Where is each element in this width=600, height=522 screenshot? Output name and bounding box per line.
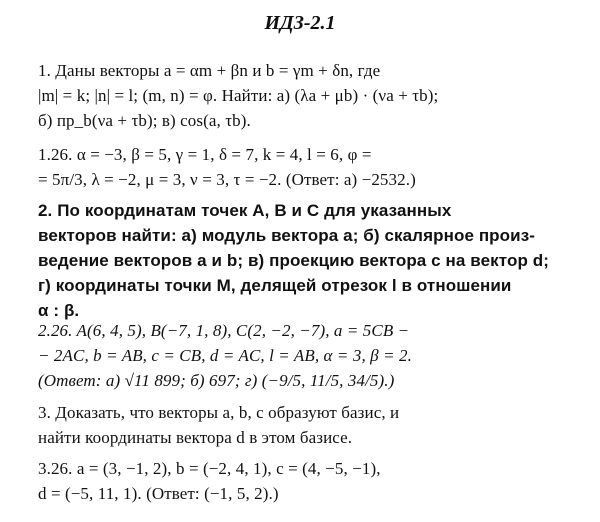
problem-2-line-5: α : β. (38, 301, 80, 320)
problem-2-26 (38, 318, 578, 393)
problem-3-26 (38, 456, 578, 506)
problem-1 (38, 58, 578, 133)
problem-3-line-2: найти координаты вектора d в этом базисе. (38, 428, 353, 447)
problem-3-line-1: 3. Доказать, что векторы a, b, c образуют базис, и (38, 403, 400, 422)
problem-1-line-2: |m| = k; |n| = l; (m, n) = φ. Найти: а) (λa + μb) · (νa + τb); (38, 86, 439, 105)
problem-2-line-2: векторов найти: а) модуль вектора a; б) скалярное произ- (38, 226, 536, 245)
problem-2 (38, 198, 578, 323)
problem-2-line-4: г) координаты точки M, делящей отрезок l в отношении (38, 276, 512, 295)
problem-2-26-line-1: 2.26. A(6, 4, 5), B(−7, 1, 8), C(2, −2, −7), a = 5CB − (38, 321, 410, 340)
document-title: ИДЗ-2.1 (264, 12, 336, 34)
problem-1-line-1: 1. Даны векторы a = αm + βn и b = γm + δn, где (38, 61, 381, 80)
problem-2-line-1: 2. По координатам точек A, B и C для указанных (38, 201, 452, 220)
problem-3 (38, 400, 578, 450)
problem-1-26 (38, 142, 578, 192)
problem-2-line-3: ведение векторов a и b; в) проекцию вектора c на вектор d; (38, 251, 550, 270)
problem-3-26-line-1: 3.26. a = (3, −1, 2), b = (−2, 4, 1), c = (4, −5, −1), (38, 459, 381, 478)
problem-1-line-3: б) пр_b(νa + τb); в) cos(a, τb). (38, 111, 251, 130)
problem-2-26-line-2: − 2AC, b = AB, c = CB, d = AC, l = AB, α = 3, β = 2. (38, 346, 412, 365)
problem-1-26-line-1: 1.26. α = −3, β = 5, γ = 1, δ = 7, k = 4, l = 6, φ = (38, 145, 372, 164)
problem-2-26-line-3: (Ответ: а) √11 899; б) 697; г) (−9/5, 11/5, 34/5).) (38, 371, 395, 390)
problem-1-26-line-2: = 5π/3, λ = −2, μ = 3, ν = 3, τ = −2. (Ответ: а) −2532.) (38, 170, 416, 189)
problem-3-26-line-2: d = (−5, 11, 1). (Ответ: (−1, 5, 2).) (38, 484, 279, 503)
